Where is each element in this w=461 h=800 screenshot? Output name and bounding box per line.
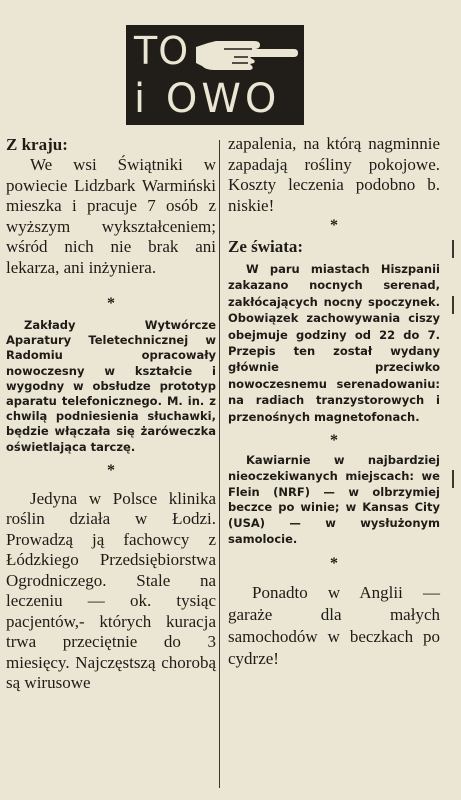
article-hiszpania-serenady: W paru miastach Hiszpanii zakazano nocnych serenad, zakłócających nocny spoczynek. Obowiązek zachowywania ciszy obejmuje godziny od 22 do 7. Przepis ten został wydany głównie przeciwko nowoczesnemu serenadowaniu: na radiach tranzystorowych i przenośnych magnetofonach. [228, 262, 440, 424]
article-klinika-continued: zapalenia, na którą nagminnie zapadają rośliny pokojowe. Koszty leczenia podobno b. niskie! [228, 134, 440, 215]
pointing-hand-icon [194, 33, 298, 73]
right-column [228, 134, 440, 670]
article-klinika-roslin: Jedyna w Polsce klinika roślin działa w Łodzi. Prowadzą ją fachowcy z Łódzkiego Przedsiębiorstwa Ogrodniczego. Stale na leczeniu — ok. tysiąc pacjentów,- których kuracja trwa przeciętnie do 3 miesięcy. Najczęstszą chorobą są wirusowe [6, 488, 216, 693]
separator-star: * [107, 461, 115, 479]
column-logo [126, 25, 304, 125]
edge-mark [452, 296, 454, 314]
logo-title-i-owo: i OWO [134, 76, 281, 122]
section-heading-ze-swiata: Ze świata: [228, 237, 304, 256]
column-divider [219, 140, 220, 788]
separator-star: * [330, 432, 338, 450]
article-anglia-garaze: Ponadto w Anglii — garaże dla małych samochodów w beczkach po cydrze! [228, 582, 440, 668]
left-column [6, 134, 216, 694]
edge-mark [452, 470, 454, 488]
edge-mark [452, 240, 454, 258]
article-zaklady-radom: Zakłady Wytwórcze Aparatury Teletechnicznej w Radomiu opracowały nowoczesny w kształcie i wygodny w obsłudze prototyp aparatu telefonicznego. M. in. z chwilą podniesienia słuchawki, będzie włączała się żaróweczka oświetlająca tarczę. [6, 318, 216, 454]
article-kawiarnie: Kawiarnie w najbardziej nieoczekiwanych miejscach: we Flein (NRF) — w olbrzymiej beczce po winie; w Kansas City (USA) — w wysłużonym samolocie. [228, 453, 440, 547]
section-heading-z-kraju: Z kraju: [6, 135, 68, 154]
separator-star: * [330, 217, 338, 234]
separator-star: * [330, 554, 338, 572]
separator-star: * [107, 295, 115, 312]
article-swiatniki: We wsi Świątniki w powiecie Lidzbark Warmiński mieszka i pracuje 7 osób z wyższym wykształceniem; wśród nich nie brak ani lekarza, ani inżyniera. [6, 155, 216, 277]
logo-title-to: TO [134, 29, 190, 73]
